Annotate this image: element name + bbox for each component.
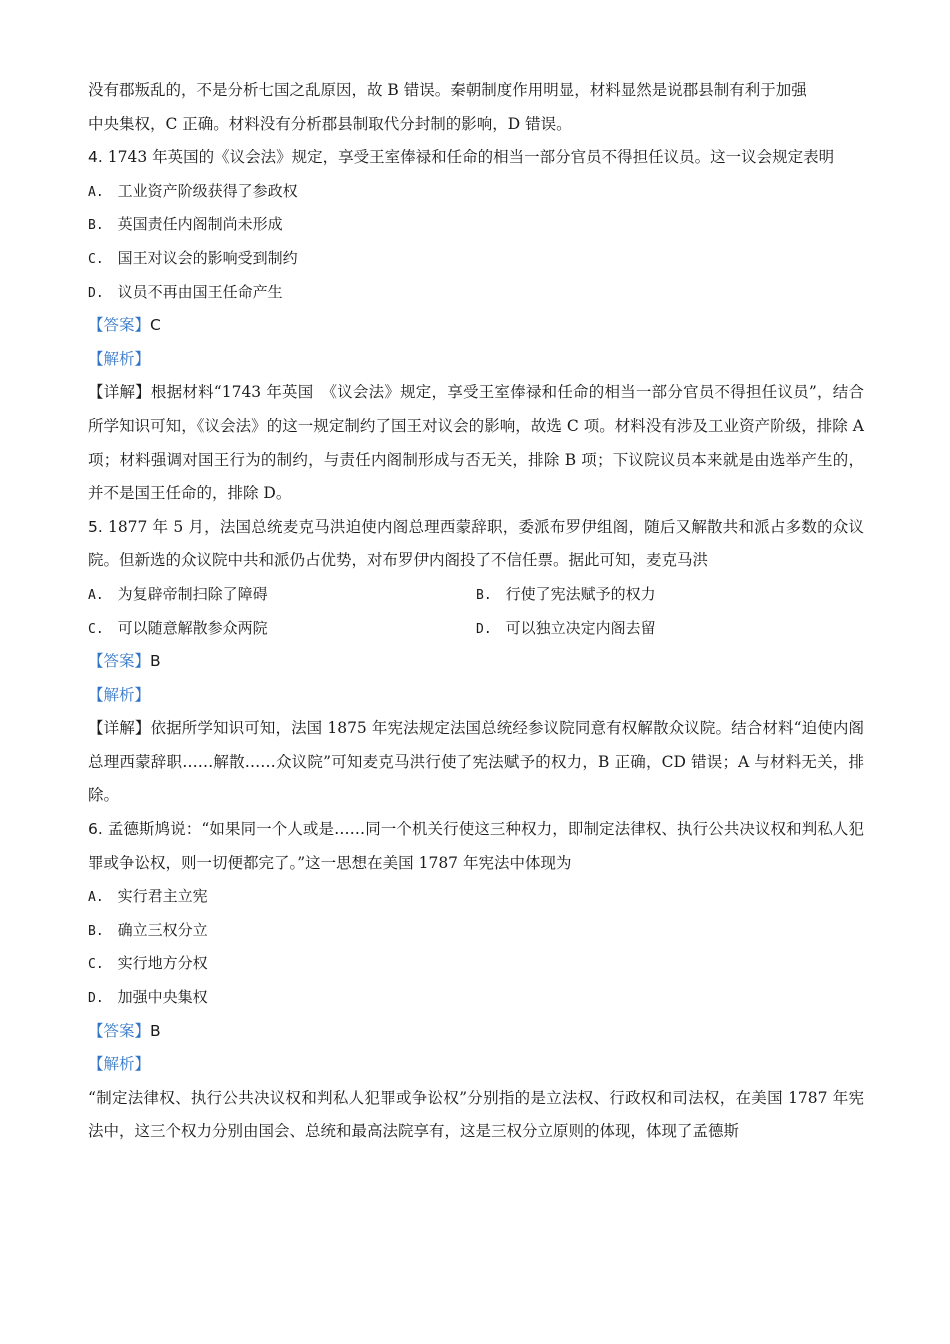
intro-line-2: 中央集权，C 正确。材料没有分析郡县制取代分封制的影响，D 错误。 (88, 114, 572, 133)
question-6-answer: 【答案】B (88, 1021, 161, 1040)
question-5-stem (88, 511, 864, 578)
question-4-detail: 【详解】根据材料“1743 年英国 《议会法》规定，享受王室俸禄和任命的相当一部分官员不得担任议员”，结合所学知识可知，《议会法》的这一规定制约了国王对议会的影响，故选 C 项。材料没有涉及工业资产阶级，排除 A 项；材料强调对国王行为的制约，与责任内阁制形成与否无关，排除 B 项；下议院议员本来就是由选举产生的，并不是国王任命的，排除 D。 (88, 383, 864, 503)
question-6-option-d: D. 加强中央集权 (88, 988, 208, 1007)
question-6-detail: “制定法律权、执行公共决议权和判私人犯罪或争讼权”分别指的是立法权、行政权和司法权，在美国 1787 年宪法中，这三个权力分别由国会、总统和最高法院享有，这是三权分立原则的体现，体现了孟德斯 (88, 1088, 864, 1141)
detail-tag: 【详解】 (88, 719, 151, 738)
question-5-option-c: C. 可以随意解散参众两院 (88, 618, 268, 637)
question-5-detail: 【详解】依据所学知识可知，法国 1875 年宪法规定法国总统经参议院同意有权解散众议院。结合材料“迫使内阁总理西蒙辞职……解散……众议院”可知麦克马洪行使了宪法赋予的权力，B 正确，CD 错误；A 与材料无关，排除。 (88, 719, 864, 805)
question-5-option-a: A. 为复辟帝制扫除了障碍 (88, 584, 268, 603)
question-5-number: 5. (88, 517, 103, 536)
question-6-number: 6. (88, 820, 103, 839)
question-5-answer: 【答案】B (88, 652, 161, 671)
question-5-option-d: D. 可以独立决定内阁去留 (476, 618, 656, 637)
intro-line-1: 没有郡叛乱的，不是分析七国之乱原因，故 B 错误。秦朝制度作用明显，材料显然是说郡县制有利于加强 (88, 81, 807, 99)
question-4-option-a: A. 工业资产阶级获得了参政权 (88, 181, 298, 200)
question-6-stem (88, 813, 864, 880)
question-6-option-c: C. 实行地方分权 (88, 954, 208, 973)
detail-tag: 【详解】 (88, 383, 151, 402)
question-5-text: 1877 年 5 月，法国总统麦克马洪迫使内阁总理西蒙辞职，委派布罗伊组阁，随后又解散共和派占多数的众议院。但新选的众议院中共和派仍占优势，对布罗伊内阁投了不信任票。据此可知，麦克马洪 (88, 517, 865, 570)
question-5-analysis-tag: 【解析】 (88, 685, 151, 704)
question-4-option-b: B. 英国责任内阁制尚未形成 (88, 215, 283, 234)
question-4-option-d: D. 议员不再由国王任命产生 (88, 282, 283, 301)
question-5-option-b: B. 行使了宪法赋予的权力 (476, 584, 656, 603)
document-page (88, 74, 864, 1149)
question-6-option-b: B. 确立三权分立 (88, 920, 208, 939)
question-4-analysis-tag: 【解析】 (88, 349, 151, 368)
question-6-text: 孟德斯鸠说：“如果同一个人或是……同一个机关行使这三种权力，即制定法律权、执行公共决议权和判私人犯罪或争讼权，则一切便都完了。”这一思想在美国 1787 年宪法中体现为 (88, 820, 864, 872)
question-6-analysis-tag: 【解析】 (88, 1055, 151, 1074)
question-4-text: 1743 年英国的《议会法》规定，享受王室俸禄和任命的相当一部分官员不得担任议员。这一议会规定表明 (107, 148, 835, 167)
question-6-option-a: A. 实行君主立宪 (88, 887, 208, 906)
question-4-answer: 【答案】C (88, 316, 161, 335)
question-4-option-c: C. 国王对议会的影响受到制约 (88, 248, 298, 267)
question-4-number: 4. (88, 148, 103, 167)
question-4-stem (88, 141, 864, 175)
